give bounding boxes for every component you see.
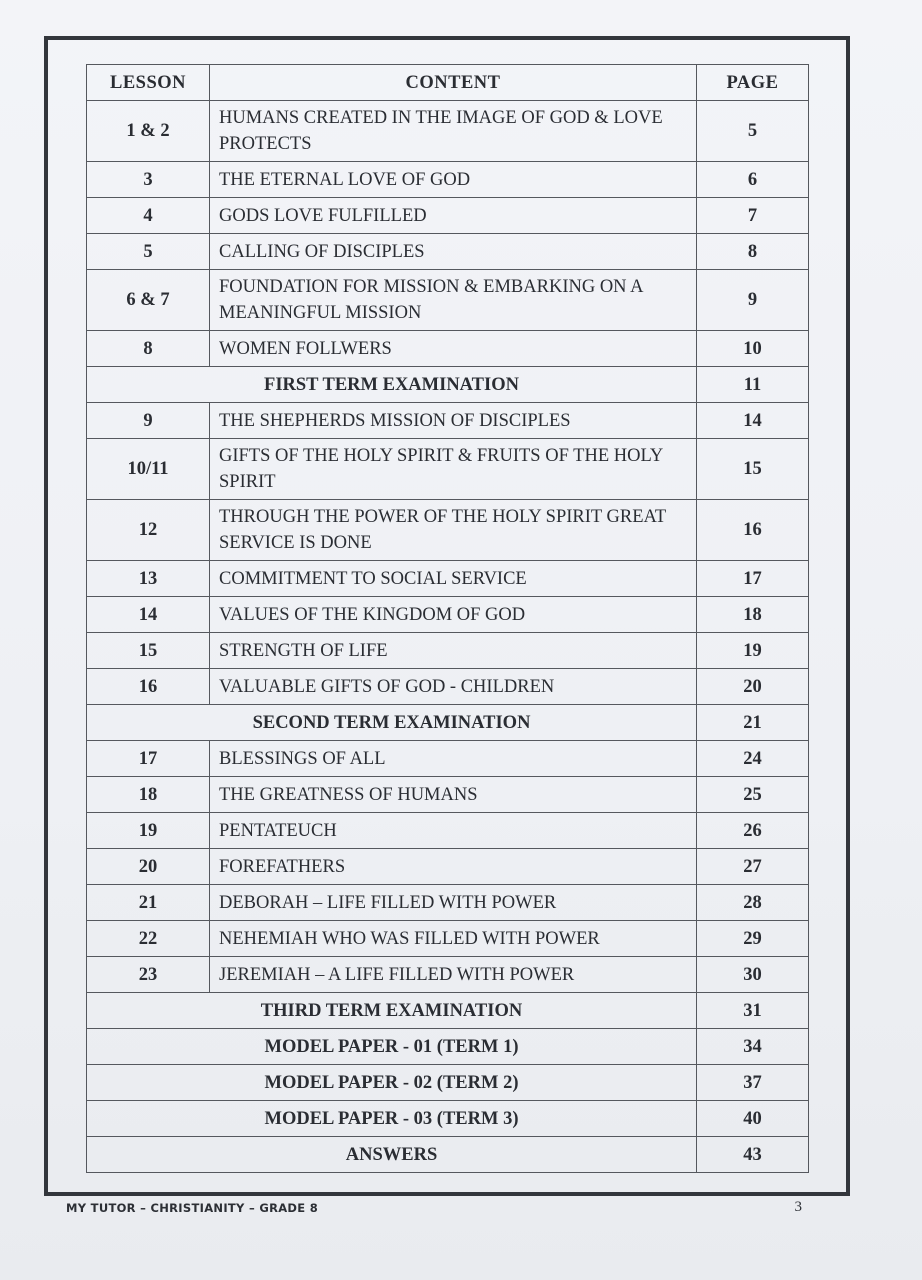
header-lesson: LESSON: [87, 65, 210, 101]
table-row: [87, 403, 809, 439]
table-row: [87, 561, 809, 597]
lesson-number: 12: [87, 500, 210, 561]
page-number: 28: [697, 885, 809, 921]
table-row: [87, 331, 809, 367]
table-row: [87, 198, 809, 234]
table-row-model-paper: [87, 1029, 809, 1065]
page-number: 30: [697, 957, 809, 993]
page-number: 26: [697, 813, 809, 849]
section-heading: SECOND TERM EXAMINATION: [87, 705, 697, 741]
lesson-title: THROUGH THE POWER OF THE HOLY SPIRIT GREAT SERVICE IS DONE: [210, 500, 697, 561]
section-heading: THIRD TERM EXAMINATION: [87, 993, 697, 1029]
lesson-title: FOREFATHERS: [210, 849, 697, 885]
lesson-number: 21: [87, 885, 210, 921]
lesson-title: STRENGTH OF LIFE: [210, 633, 697, 669]
page-number: 11: [697, 367, 809, 403]
page-number: 6: [697, 162, 809, 198]
lesson-number: 22: [87, 921, 210, 957]
lesson-number: 3: [87, 162, 210, 198]
table-row-exam: [87, 705, 809, 741]
lesson-number: 18: [87, 777, 210, 813]
page-number: 7: [697, 198, 809, 234]
lesson-title: VALUES OF THE KINGDOM OF GOD: [210, 597, 697, 633]
page-number: 5: [697, 101, 809, 162]
table-row: [87, 813, 809, 849]
header-content: CONTENT: [210, 65, 697, 101]
lesson-number: 1 & 2: [87, 101, 210, 162]
table-row: [87, 234, 809, 270]
lesson-title: THE ETERNAL LOVE OF GOD: [210, 162, 697, 198]
page-number: 17: [697, 561, 809, 597]
table-row: [87, 162, 809, 198]
lesson-title: BLESSINGS OF ALL: [210, 741, 697, 777]
lesson-number: 9: [87, 403, 210, 439]
table-header-row: [87, 65, 809, 101]
lesson-title: GIFTS OF THE HOLY SPIRIT & FRUITS OF THE HOLY SPIRIT: [210, 439, 697, 500]
lesson-title: JEREMIAH – A LIFE FILLED WITH POWER: [210, 957, 697, 993]
table-row-model-paper: [87, 1065, 809, 1101]
lesson-title: CALLING OF DISCIPLES: [210, 234, 697, 270]
lesson-title: COMMITMENT TO SOCIAL SERVICE: [210, 561, 697, 597]
page-number: 31: [697, 993, 809, 1029]
lesson-number: 6 & 7: [87, 270, 210, 331]
table-row: [87, 101, 809, 162]
section-heading: MODEL PAPER - 03 (TERM 3): [87, 1101, 697, 1137]
section-heading: ANSWERS: [87, 1137, 697, 1173]
lesson-title: FOUNDATION FOR MISSION & EMBARKING ON A MEANINGFUL MISSION: [210, 270, 697, 331]
section-heading: FIRST TERM EXAMINATION: [87, 367, 697, 403]
lesson-number: 8: [87, 331, 210, 367]
footer-page-number: 3: [794, 1199, 802, 1215]
section-heading: MODEL PAPER - 01 (TERM 1): [87, 1029, 697, 1065]
lesson-title: HUMANS CREATED IN THE IMAGE OF GOD & LOVE PROTECTS: [210, 101, 697, 162]
page-number: 9: [697, 270, 809, 331]
lesson-title: THE SHEPHERDS MISSION OF DISCIPLES: [210, 403, 697, 439]
lesson-title: WOMEN FOLLWERS: [210, 331, 697, 367]
table-row: [87, 500, 809, 561]
lesson-number: 20: [87, 849, 210, 885]
lesson-number: 14: [87, 597, 210, 633]
page-footer: [66, 1199, 802, 1219]
table-row: [87, 597, 809, 633]
lesson-title: THE GREATNESS OF HUMANS: [210, 777, 697, 813]
table-row: [87, 957, 809, 993]
lesson-number: 19: [87, 813, 210, 849]
lesson-number: 10/11: [87, 439, 210, 500]
footer-book-title: MY TUTOR – CHRISTIANITY – GRADE 8: [66, 1201, 319, 1215]
table-row: [87, 633, 809, 669]
page-number: 34: [697, 1029, 809, 1065]
table-row: [87, 669, 809, 705]
lesson-number: 16: [87, 669, 210, 705]
lesson-title: GODS LOVE FULFILLED: [210, 198, 697, 234]
table-row-model-paper: [87, 1101, 809, 1137]
page-number: 43: [697, 1137, 809, 1173]
page-number: 21: [697, 705, 809, 741]
lesson-number: 4: [87, 198, 210, 234]
section-heading: MODEL PAPER - 02 (TERM 2): [87, 1065, 697, 1101]
page-number: 14: [697, 403, 809, 439]
page-number: 25: [697, 777, 809, 813]
page-number: 37: [697, 1065, 809, 1101]
page-number: 27: [697, 849, 809, 885]
lesson-number: 13: [87, 561, 210, 597]
lesson-number: 17: [87, 741, 210, 777]
table-row: [87, 741, 809, 777]
table-row-answers: [87, 1137, 809, 1173]
table-row: [87, 849, 809, 885]
page-number: 18: [697, 597, 809, 633]
table-row: [87, 777, 809, 813]
lesson-number: 23: [87, 957, 210, 993]
page-number: 29: [697, 921, 809, 957]
lesson-title: PENTATEUCH: [210, 813, 697, 849]
table-row: [87, 885, 809, 921]
page-number: 24: [697, 741, 809, 777]
lesson-title: NEHEMIAH WHO WAS FILLED WITH POWER: [210, 921, 697, 957]
table-row: [87, 439, 809, 500]
table-row-exam: [87, 993, 809, 1029]
header-page: PAGE: [697, 65, 809, 101]
page-number: 19: [697, 633, 809, 669]
page-number: 16: [697, 500, 809, 561]
page-number: 20: [697, 669, 809, 705]
table-row: [87, 921, 809, 957]
lesson-number: 5: [87, 234, 210, 270]
page-number: 10: [697, 331, 809, 367]
table-row-exam: [87, 367, 809, 403]
page-number: 40: [697, 1101, 809, 1137]
lesson-title: DEBORAH – LIFE FILLED WITH POWER: [210, 885, 697, 921]
lesson-title: VALUABLE GIFTS OF GOD - CHILDREN: [210, 669, 697, 705]
page-number: 15: [697, 439, 809, 500]
table-of-contents: [86, 64, 809, 1173]
lesson-number: 15: [87, 633, 210, 669]
page-number: 8: [697, 234, 809, 270]
table-row: [87, 270, 809, 331]
